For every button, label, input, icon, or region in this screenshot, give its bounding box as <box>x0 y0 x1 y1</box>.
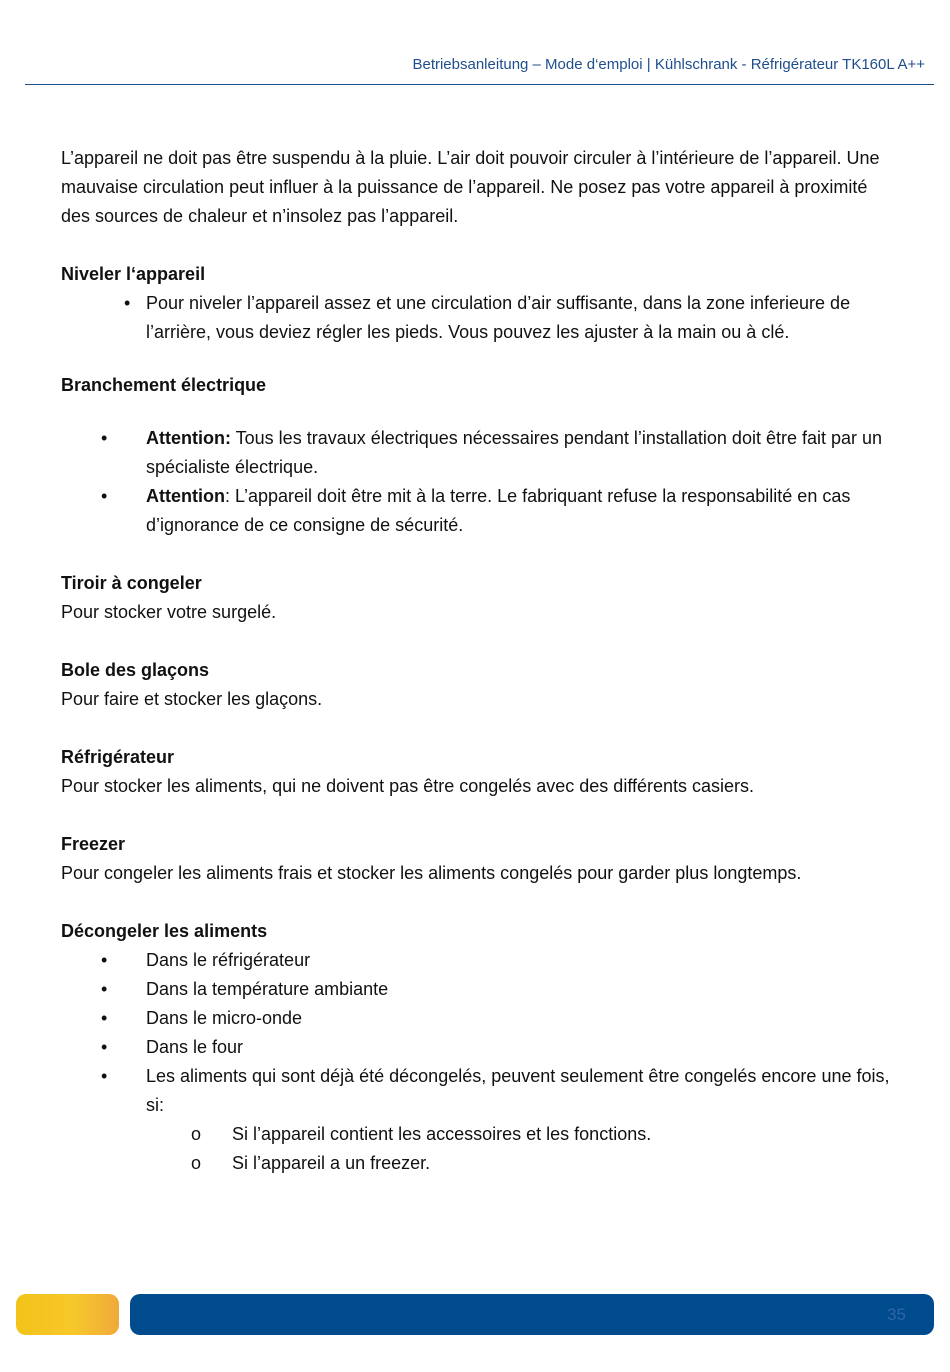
list-item-text: Dans la température ambiante <box>146 979 389 999</box>
attention-label: Attention <box>146 486 225 506</box>
branchement-list <box>61 424 891 540</box>
list-item-text: Dans le micro-onde <box>146 1008 303 1028</box>
list-item <box>61 1033 891 1062</box>
document-body <box>61 144 891 1178</box>
freezer-heading: Freezer <box>61 834 126 854</box>
list-item <box>61 1149 891 1178</box>
bullet-icon: • <box>101 1066 108 1086</box>
list-item <box>61 289 891 347</box>
refrigerateur-text: Pour stocker les aliments, qui ne doivent pas être congelés avec des différents casiers. <box>61 776 755 796</box>
decongeler-list <box>61 946 891 1120</box>
page-number: 35 <box>887 1305 906 1324</box>
bole-heading: Bole des glaçons <box>61 660 210 680</box>
circle-bullet-icon: o <box>191 1124 202 1144</box>
niveler-list <box>61 289 891 347</box>
niveler-heading: Niveler l‘appareil <box>61 264 206 284</box>
footer-bar <box>130 1294 934 1335</box>
bullet-icon: • <box>101 1037 108 1057</box>
bullet-icon: • <box>124 293 131 313</box>
branchement-heading: Branchement électrique <box>61 375 267 395</box>
list-item <box>61 975 891 1004</box>
attention-label: Attention: <box>146 428 231 448</box>
intro-paragraph: L’appareil ne doit pas être suspendu à la pluie. L’air doit pouvoir circuler à l’intérieure de l’appareil. Une mauvaise circulation peut influer à la puissance de l’appareil. Ne posez pas votre appareil à proximité des sources de chaleur et n’insolez pas l’appareil. <box>61 148 880 226</box>
list-item <box>61 1004 891 1033</box>
list-item <box>61 946 891 975</box>
list-item-text: Dans le four <box>146 1037 244 1057</box>
bullet-icon: • <box>101 979 108 999</box>
list-item-text: Pour niveler l’appareil assez et une circulation d’air suffisante, dans la zone inferieure de l’arrière, vous deviez régler les pieds. Vous pouvez les ajuster à la main ou à clé. <box>146 293 851 342</box>
footer-yellow-block <box>16 1294 119 1335</box>
bullet-icon: • <box>101 950 108 970</box>
list-item-text: Si l’appareil contient les accessoires et les fonctions. <box>232 1124 652 1144</box>
list-item <box>61 424 891 482</box>
circle-bullet-icon: o <box>191 1153 202 1173</box>
bullet-icon: • <box>101 1008 108 1028</box>
list-item-text: Dans le réfrigérateur <box>146 950 311 970</box>
tiroir-text: Pour stocker votre surgelé. <box>61 602 277 622</box>
list-item <box>61 482 891 540</box>
list-item <box>61 1120 891 1149</box>
list-item-text: Si l’appareil a un freezer. <box>232 1153 431 1173</box>
list-item-text: : L’appareil doit être mit à la terre. Le fabriquant refuse la responsabilité en cas d’ignorance de ce consigne de sécurité. <box>146 486 851 535</box>
bullet-icon: • <box>101 428 108 448</box>
tiroir-heading: Tiroir à congeler <box>61 573 202 593</box>
list-item-text: Les aliments qui sont déjà été décongelés, peuvent seulement être congelés encore une fois, si: <box>146 1066 890 1115</box>
bole-text: Pour faire et stocker les glaçons. <box>61 689 323 709</box>
bullet-icon: • <box>101 486 108 506</box>
refrigerateur-heading: Réfrigérateur <box>61 747 175 767</box>
header-divider <box>25 84 934 85</box>
freezer-text: Pour congeler les aliments frais et stocker les aliments congelés pour garder plus longtemps. <box>61 863 802 883</box>
page-header: Betriebsanleitung – Mode d‘emploi | Kühlschrank - Réfrigérateur TK160L A++ <box>412 56 925 73</box>
decongeler-heading: Décongeler les aliments <box>61 921 268 941</box>
list-item-text: Tous les travaux électriques nécessaires pendant l’installation doit être fait par un spécialiste électrique. <box>146 428 883 477</box>
list-item <box>61 1062 891 1120</box>
decongeler-sublist <box>61 1120 891 1178</box>
